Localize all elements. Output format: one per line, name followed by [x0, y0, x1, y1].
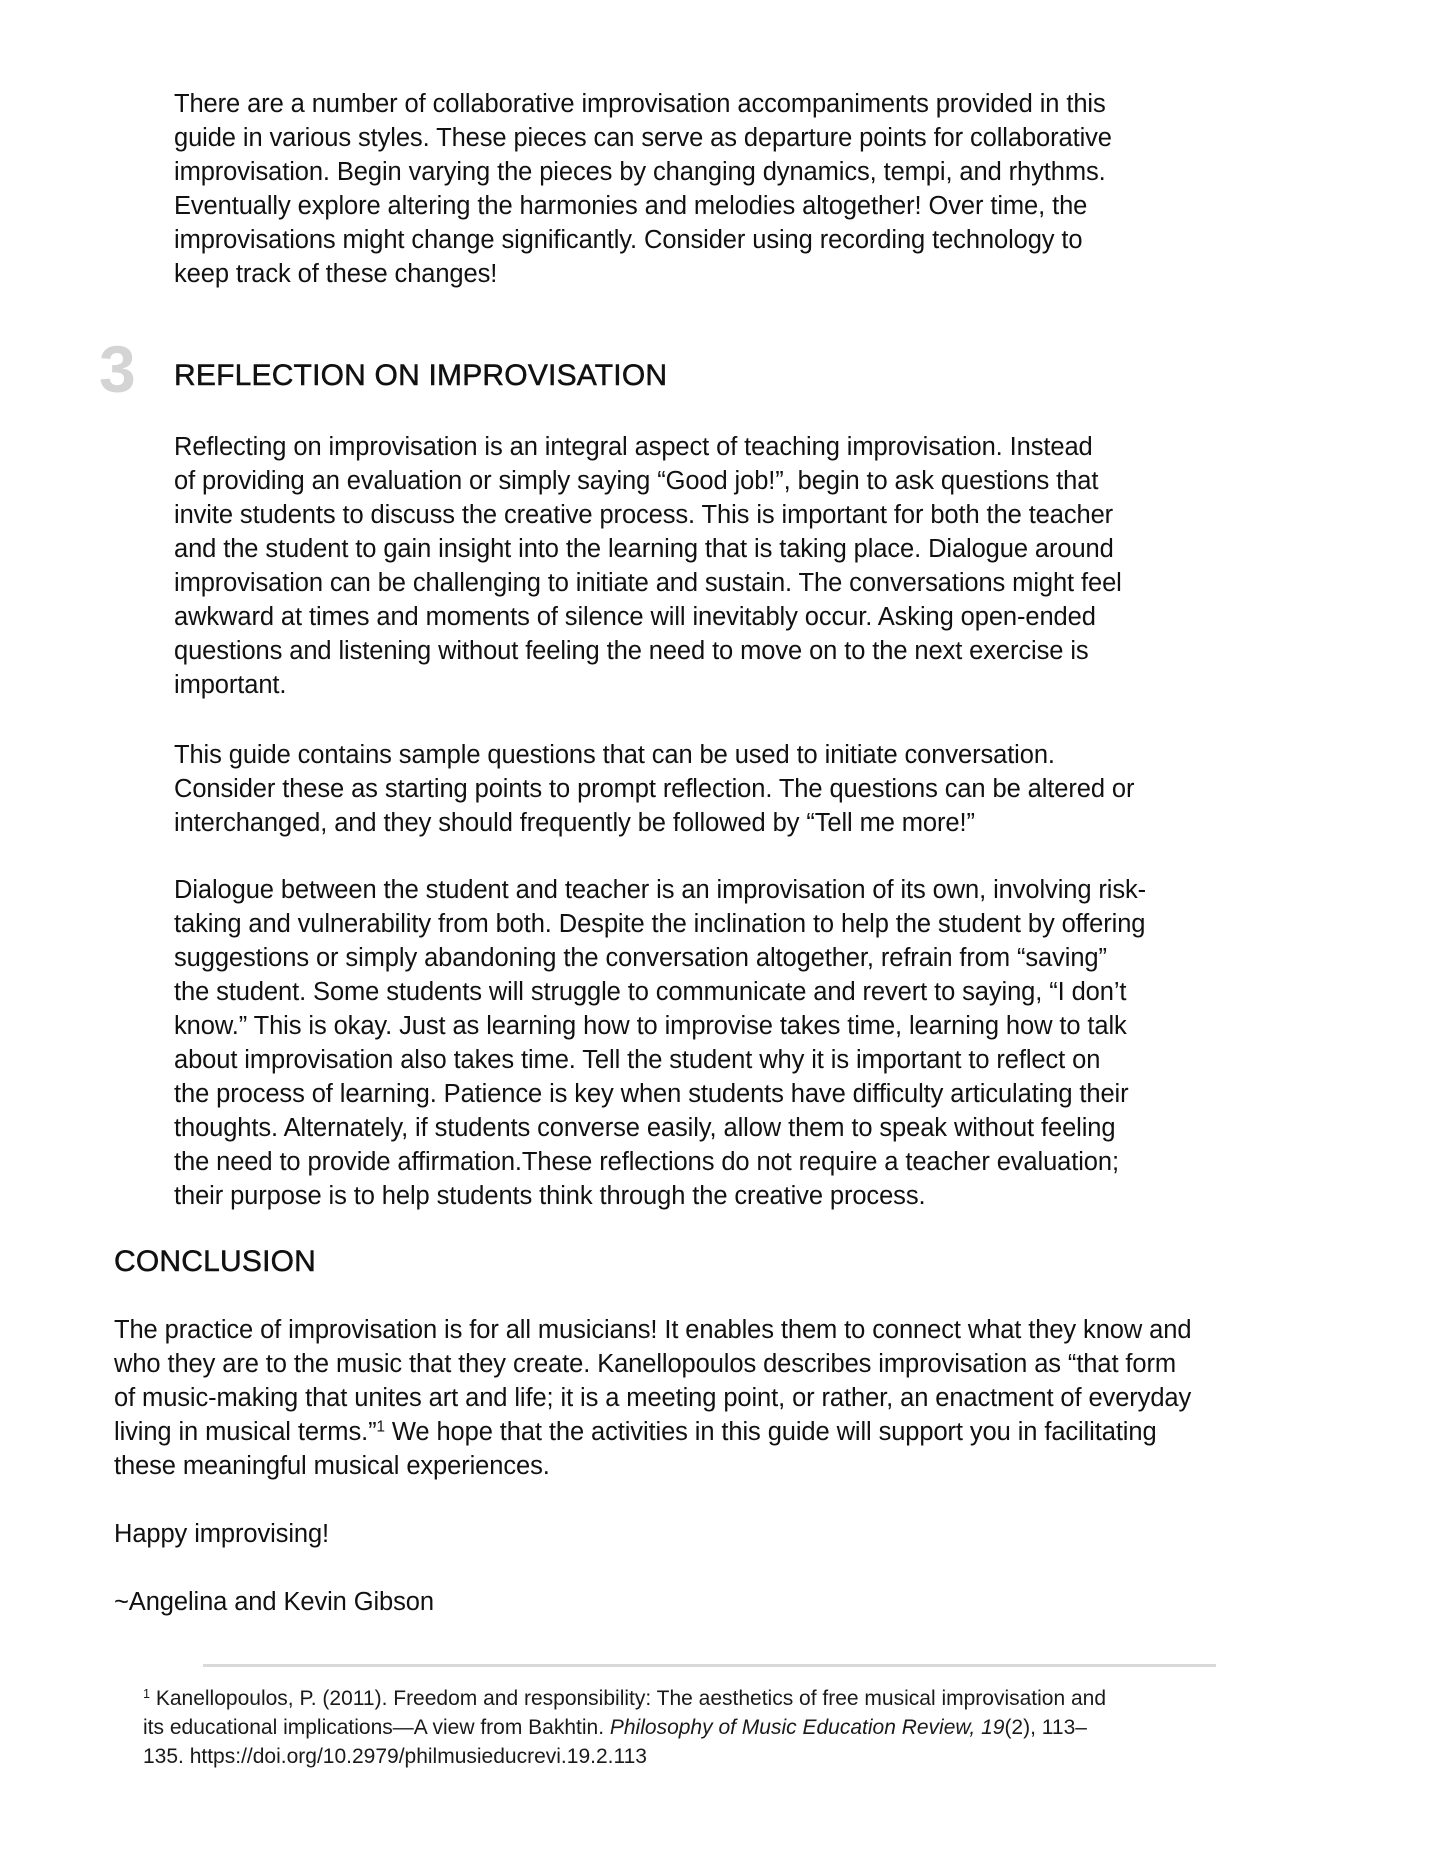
text-line: keep track of these changes! [174, 260, 498, 288]
text-line: interchanged, and they should frequently be followed by “Tell me more!” [174, 809, 975, 837]
footnote-separator [203, 1664, 1216, 1667]
conclusion-paragraph [114, 1313, 1191, 1483]
text-line: invite students to discuss the creative process. This is important for both the teacher [174, 501, 1114, 529]
text-line: and the student to gain insight into the learning that is taking place. Dialogue around [174, 535, 1114, 563]
footnote-reference[interactable]: 1 [376, 1418, 385, 1436]
text-line: Reflecting on improvisation is an integral aspect of teaching improvisation. Instead [174, 433, 1093, 461]
footnote-line[interactable]: 135. https://doi.org/10.2979/philmusieducrevi.19.2.113 [143, 1745, 647, 1768]
text-line: taking and vulnerability from both. Despite the inclination to help the student by offering [174, 910, 1146, 938]
text-line: Eventually explore altering the harmonies and melodies altogether! Over time, the [174, 192, 1088, 220]
text-segment: its educational implications—A view from Bakhtin. [143, 1716, 610, 1739]
text-line: the student. Some students will struggle to communicate and revert to saying, “I don’t [174, 978, 1127, 1006]
text-line: Consider these as starting points to prompt reflection. The questions can be altered or [174, 775, 1135, 803]
text-line: these meaningful musical experiences. [114, 1452, 550, 1480]
text-line: awkward at times and moments of silence will inevitably occur. Asking open-ended [174, 603, 1096, 631]
signature: ~Angelina and Kevin Gibson [114, 1588, 434, 1616]
section-title: REFLECTION ON IMPROVISATION [174, 359, 668, 392]
text-line: guide in various styles. These pieces can serve as departure points for collaborative [174, 124, 1112, 152]
text-line: There are a number of collaborative improvisation accompaniments provided in this [174, 90, 1106, 118]
text-line: of providing an evaluation or simply saying “Good job!”, begin to ask questions that [174, 467, 1099, 495]
text-line: of music-making that unites art and life; it is a meeting point, or rather, an enactment of everyday [114, 1384, 1192, 1412]
footnote-marker: 1 [143, 1687, 151, 1702]
reflection-paragraph-1 [174, 430, 1122, 702]
footnote-line [143, 1684, 1106, 1713]
reflection-paragraph-3 [174, 873, 1146, 1213]
text-line: suggestions or simply abandoning the conversation altogether, refrain from “saving” [174, 944, 1107, 972]
text-line [114, 1415, 1191, 1449]
text-line: the process of learning. Patience is key when students have difficulty articulating their [174, 1080, 1129, 1108]
text-line: Dialogue between the student and teacher is an improvisation of its own, involving risk- [174, 876, 1147, 904]
journal-title: Philosophy of Music Education Review, 19 [609, 1716, 1005, 1739]
text-line: questions and listening without feeling the need to move on to the next exercise is [174, 637, 1089, 665]
conclusion-title: CONCLUSION [114, 1245, 317, 1278]
text-segment: Kanellopoulos, P. (2011). Freedom and responsibility: The aesthetics of free musical improvisation and [150, 1687, 1107, 1710]
text-line: important. [174, 671, 287, 699]
intro-paragraph [174, 87, 1112, 291]
reflection-paragraph-2 [174, 738, 1134, 840]
closing-line: Happy improvising! [114, 1520, 330, 1548]
section-number: 3 [99, 332, 136, 406]
text-line: their purpose is to help students think through the creative process. [174, 1182, 926, 1210]
text-line: know.” This is okay. Just as learning how to improvise takes time, learning how to talk [174, 1012, 1127, 1040]
text-line: The practice of improvisation is for all musicians! It enables them to connect what they know and [114, 1316, 1192, 1344]
text-segment: living in musical terms.” [114, 1418, 377, 1446]
text-line: thoughts. Alternately, if students converse easily, allow them to speak without feeling [174, 1114, 1116, 1142]
text-line: improvisations might change significantly. Consider using recording technology to [174, 226, 1083, 254]
text-segment: (2), 113– [1004, 1716, 1087, 1739]
text-line: about improvisation also takes time. Tell the student why it is important to reflect on [174, 1046, 1101, 1074]
footnote [143, 1684, 1106, 1771]
footnote-line [143, 1713, 1106, 1742]
text-line: the need to provide affirmation.These reflections do not require a teacher evaluation; [174, 1148, 1119, 1176]
text-line: This guide contains sample questions that can be used to initiate conversation. [174, 741, 1055, 769]
text-line: improvisation can be challenging to initiate and sustain. The conversations might feel [174, 569, 1122, 597]
text-line: improvisation. Begin varying the pieces by changing dynamics, tempi, and rhythms. [174, 158, 1106, 186]
text-segment: We hope that the activities in this guide will support you in facilitating [384, 1418, 1157, 1446]
text-line: who they are to the music that they create. Kanellopoulos describes improvisation as “that form [114, 1350, 1177, 1378]
